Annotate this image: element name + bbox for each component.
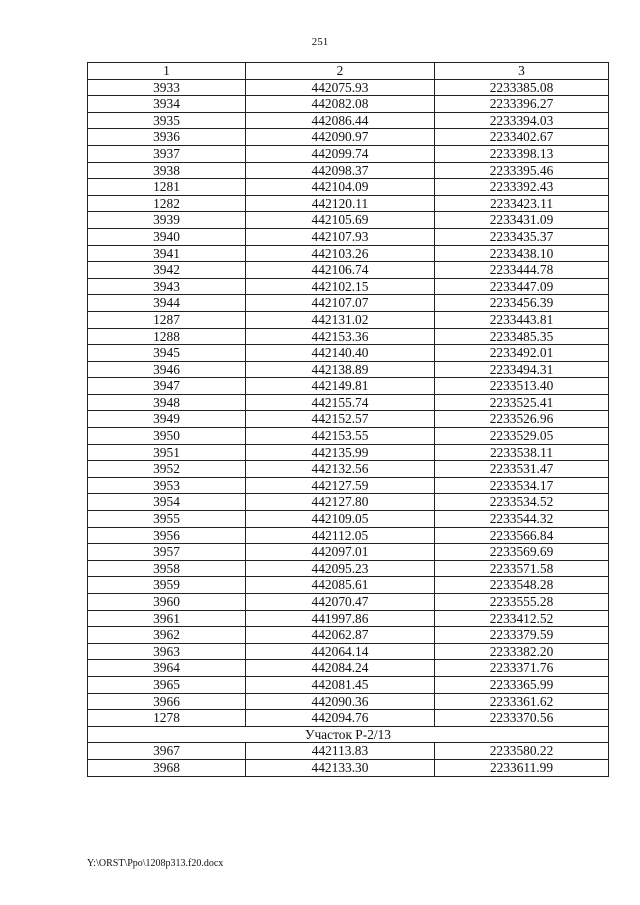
table-row <box>88 361 609 378</box>
table-row <box>88 328 609 345</box>
table-row <box>88 378 609 395</box>
point-number-cell: 3936 <box>88 129 246 146</box>
x-coordinate-cell: 442064.14 <box>246 643 435 660</box>
table-row <box>88 461 609 478</box>
x-coordinate-cell: 442090.97 <box>246 129 435 146</box>
point-number-cell: 3938 <box>88 162 246 179</box>
table-row <box>88 577 609 594</box>
table-row <box>88 245 609 262</box>
x-coordinate-cell: 442085.61 <box>246 577 435 594</box>
table-row <box>88 79 609 96</box>
section-row <box>88 726 609 743</box>
y-coordinate-cell: 2233566.84 <box>435 527 609 544</box>
y-coordinate-cell: 2233525.41 <box>435 394 609 411</box>
y-coordinate-cell: 2233394.03 <box>435 112 609 129</box>
x-coordinate-cell: 442103.26 <box>246 245 435 262</box>
table-row <box>88 627 609 644</box>
point-number-cell: 3968 <box>88 759 246 776</box>
x-coordinate-cell: 442095.23 <box>246 560 435 577</box>
y-coordinate-cell: 2233396.27 <box>435 96 609 113</box>
table-row <box>88 660 609 677</box>
x-coordinate-cell: 442133.30 <box>246 759 435 776</box>
table-row <box>88 179 609 196</box>
x-coordinate-cell: 442153.36 <box>246 328 435 345</box>
x-coordinate-cell: 442135.99 <box>246 444 435 461</box>
point-number-cell: 3962 <box>88 627 246 644</box>
point-number-cell: 3959 <box>88 577 246 594</box>
y-coordinate-cell: 2233485.35 <box>435 328 609 345</box>
y-coordinate-cell: 2233365.99 <box>435 676 609 693</box>
point-number-cell: 3937 <box>88 145 246 162</box>
point-number-cell: 3947 <box>88 378 246 395</box>
point-number-cell: 3945 <box>88 345 246 362</box>
point-number-cell: 3961 <box>88 610 246 627</box>
table-row <box>88 594 609 611</box>
y-coordinate-cell: 2233423.11 <box>435 195 609 212</box>
x-coordinate-cell: 442132.56 <box>246 461 435 478</box>
point-number-cell: 3954 <box>88 494 246 511</box>
y-coordinate-cell: 2233444.78 <box>435 262 609 279</box>
y-coordinate-cell: 2233544.32 <box>435 511 609 528</box>
y-coordinate-cell: 2233548.28 <box>435 577 609 594</box>
table-row <box>88 411 609 428</box>
table-row <box>88 743 609 760</box>
y-coordinate-cell: 2233379.59 <box>435 627 609 644</box>
y-coordinate-cell: 2233382.20 <box>435 643 609 660</box>
y-coordinate-cell: 2233531.47 <box>435 461 609 478</box>
point-number-cell: 3966 <box>88 693 246 710</box>
point-number-cell: 3948 <box>88 394 246 411</box>
point-number-cell: 3933 <box>88 79 246 96</box>
x-coordinate-cell: 442138.89 <box>246 361 435 378</box>
x-coordinate-cell: 442127.59 <box>246 477 435 494</box>
x-coordinate-cell: 442084.24 <box>246 660 435 677</box>
y-coordinate-cell: 2233431.09 <box>435 212 609 229</box>
y-coordinate-cell: 2233402.67 <box>435 129 609 146</box>
point-number-cell: 3960 <box>88 594 246 611</box>
y-coordinate-cell: 2233571.58 <box>435 560 609 577</box>
y-coordinate-cell: 2233398.13 <box>435 145 609 162</box>
y-coordinate-cell: 2233438.10 <box>435 245 609 262</box>
x-coordinate-cell: 442106.74 <box>246 262 435 279</box>
x-coordinate-cell: 442094.76 <box>246 710 435 727</box>
point-number-cell: 3950 <box>88 428 246 445</box>
table-row <box>88 610 609 627</box>
footer-file-path: Y:\ORST\Ppo\1208p313.f20.docx <box>87 858 224 869</box>
table-row <box>88 444 609 461</box>
x-coordinate-cell: 442082.08 <box>246 96 435 113</box>
table-row <box>88 311 609 328</box>
section-label: Участок Р-2/13 <box>88 726 609 743</box>
x-coordinate-cell: 442081.45 <box>246 676 435 693</box>
point-number-cell: 3964 <box>88 660 246 677</box>
x-coordinate-cell: 442120.11 <box>246 195 435 212</box>
point-number-cell: 3941 <box>88 245 246 262</box>
y-coordinate-cell: 2233385.08 <box>435 79 609 96</box>
table-row <box>88 676 609 693</box>
x-coordinate-cell: 442062.87 <box>246 627 435 644</box>
column-header-x: 2 <box>246 63 435 80</box>
point-number-cell: 1287 <box>88 311 246 328</box>
table-row <box>88 494 609 511</box>
x-coordinate-cell: 442105.69 <box>246 212 435 229</box>
x-coordinate-cell: 442075.93 <box>246 79 435 96</box>
point-number-cell: 3957 <box>88 544 246 561</box>
table-row <box>88 759 609 776</box>
y-coordinate-cell: 2233492.01 <box>435 345 609 362</box>
x-coordinate-cell: 442086.44 <box>246 112 435 129</box>
table-row <box>88 428 609 445</box>
x-coordinate-cell: 442112.05 <box>246 527 435 544</box>
x-coordinate-cell: 442090.36 <box>246 693 435 710</box>
column-header-point: 1 <box>88 63 246 80</box>
y-coordinate-cell: 2233395.46 <box>435 162 609 179</box>
point-number-cell: 3965 <box>88 676 246 693</box>
y-coordinate-cell: 2233361.62 <box>435 693 609 710</box>
y-coordinate-cell: 2233447.09 <box>435 278 609 295</box>
point-number-cell: 3940 <box>88 228 246 245</box>
x-coordinate-cell: 442155.74 <box>246 394 435 411</box>
table-row <box>88 145 609 162</box>
x-coordinate-cell: 442097.01 <box>246 544 435 561</box>
y-coordinate-cell: 2233456.39 <box>435 295 609 312</box>
y-coordinate-cell: 2233370.56 <box>435 710 609 727</box>
point-number-cell: 3944 <box>88 295 246 312</box>
point-number-cell: 3953 <box>88 477 246 494</box>
x-coordinate-cell: 441997.86 <box>246 610 435 627</box>
y-coordinate-cell: 2233513.40 <box>435 378 609 395</box>
y-coordinate-cell: 2233555.28 <box>435 594 609 611</box>
table-row <box>88 295 609 312</box>
y-coordinate-cell: 2233580.22 <box>435 743 609 760</box>
x-coordinate-cell: 442127.80 <box>246 494 435 511</box>
point-number-cell: 3955 <box>88 511 246 528</box>
page-number: 251 <box>311 36 329 48</box>
coordinates-table <box>87 62 609 777</box>
table-row <box>88 278 609 295</box>
table-row <box>88 477 609 494</box>
point-number-cell: 3946 <box>88 361 246 378</box>
point-number-cell: 3963 <box>88 643 246 660</box>
table-row <box>88 643 609 660</box>
y-coordinate-cell: 2233534.17 <box>435 477 609 494</box>
y-coordinate-cell: 2233526.96 <box>435 411 609 428</box>
x-coordinate-cell: 442131.02 <box>246 311 435 328</box>
y-coordinate-cell: 2233611.99 <box>435 759 609 776</box>
x-coordinate-cell: 442070.47 <box>246 594 435 611</box>
table-row <box>88 527 609 544</box>
table-row <box>88 195 609 212</box>
y-coordinate-cell: 2233435.37 <box>435 228 609 245</box>
y-coordinate-cell: 2233538.11 <box>435 444 609 461</box>
y-coordinate-cell: 2233412.52 <box>435 610 609 627</box>
y-coordinate-cell: 2233443.81 <box>435 311 609 328</box>
table-row <box>88 112 609 129</box>
x-coordinate-cell: 442107.93 <box>246 228 435 245</box>
point-number-cell: 3943 <box>88 278 246 295</box>
table-row <box>88 228 609 245</box>
table-row <box>88 96 609 113</box>
x-coordinate-cell: 442098.37 <box>246 162 435 179</box>
point-number-cell: 1282 <box>88 195 246 212</box>
table-row <box>88 693 609 710</box>
table-row <box>88 511 609 528</box>
point-number-cell: 3939 <box>88 212 246 229</box>
table-row <box>88 129 609 146</box>
x-coordinate-cell: 442149.81 <box>246 378 435 395</box>
point-number-cell: 3958 <box>88 560 246 577</box>
point-number-cell: 3967 <box>88 743 246 760</box>
point-number-cell: 3956 <box>88 527 246 544</box>
y-coordinate-cell: 2233534.52 <box>435 494 609 511</box>
column-header-y: 3 <box>435 63 609 80</box>
point-number-cell: 3935 <box>88 112 246 129</box>
x-coordinate-cell: 442113.83 <box>246 743 435 760</box>
point-number-cell: 3949 <box>88 411 246 428</box>
point-number-cell: 1281 <box>88 179 246 196</box>
y-coordinate-cell: 2233371.76 <box>435 660 609 677</box>
x-coordinate-cell: 442153.55 <box>246 428 435 445</box>
table-header-row <box>88 63 609 80</box>
x-coordinate-cell: 442109.05 <box>246 511 435 528</box>
point-number-cell: 1278 <box>88 710 246 727</box>
x-coordinate-cell: 442099.74 <box>246 145 435 162</box>
table-row <box>88 710 609 727</box>
table-row <box>88 262 609 279</box>
y-coordinate-cell: 2233392.43 <box>435 179 609 196</box>
x-coordinate-cell: 442102.15 <box>246 278 435 295</box>
table-row <box>88 544 609 561</box>
point-number-cell: 3942 <box>88 262 246 279</box>
y-coordinate-cell: 2233494.31 <box>435 361 609 378</box>
point-number-cell: 3952 <box>88 461 246 478</box>
table-row <box>88 345 609 362</box>
y-coordinate-cell: 2233569.69 <box>435 544 609 561</box>
point-number-cell: 1288 <box>88 328 246 345</box>
point-number-cell: 3934 <box>88 96 246 113</box>
table-row <box>88 560 609 577</box>
y-coordinate-cell: 2233529.05 <box>435 428 609 445</box>
point-number-cell: 3951 <box>88 444 246 461</box>
table-row <box>88 162 609 179</box>
x-coordinate-cell: 442140.40 <box>246 345 435 362</box>
x-coordinate-cell: 442107.07 <box>246 295 435 312</box>
table-row <box>88 394 609 411</box>
table-row <box>88 212 609 229</box>
x-coordinate-cell: 442104.09 <box>246 179 435 196</box>
x-coordinate-cell: 442152.57 <box>246 411 435 428</box>
